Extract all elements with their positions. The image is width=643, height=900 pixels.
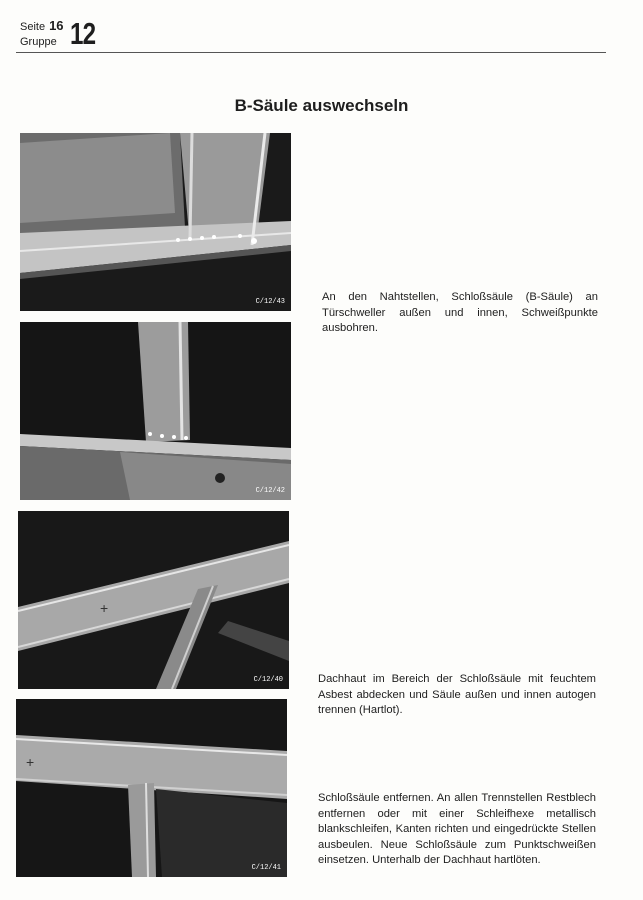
photo-2 [20, 322, 291, 500]
paragraph-3: Schloßsäule entfernen. An allen Trennstellen Restblech entfernen oder mit einer Schleifhexe metallisch blankschleifen, Kanten richten und eingedrückte Stellen ausbeulen. Neue Schloßsäule zum Punktschweißen einsetzen. Unterhalb der Dachhaut hartlöten. [318, 792, 596, 866]
header-divider [16, 52, 606, 53]
page-title: B-Säule auswechseln [234, 96, 409, 115]
page-number [20, 18, 64, 35]
page-header [16, 14, 606, 54]
paragraph-2: Dachhaut im Bereich der Schloßsäule mit feuchtem Asbest abdecken und Säule außen und innen autogen trennen (Hartlot). [318, 673, 596, 716]
photo-4 [16, 699, 287, 877]
paragraph-1: An den Nahtstellen, Schloßsäule (B-Säule) an Türschweller außen und innen, Schweißpunkte ausbohren. [322, 291, 598, 334]
figure-number: C/12/40 [253, 676, 283, 684]
page-number-value: 16 [49, 18, 64, 33]
photo-1 [20, 133, 291, 311]
svg-text:+: + [26, 754, 35, 770]
header-labels [20, 18, 64, 50]
figure-number: C/12/41 [251, 864, 281, 872]
svg-text:+: + [100, 600, 109, 616]
figure-number: C/12/42 [255, 487, 285, 495]
photo-3 [18, 511, 289, 689]
figure-number: C/12/43 [255, 298, 285, 306]
page-label: Seite [20, 21, 46, 33]
group-label: Gruppe [20, 36, 57, 48]
group-number: 12 [70, 16, 96, 51]
